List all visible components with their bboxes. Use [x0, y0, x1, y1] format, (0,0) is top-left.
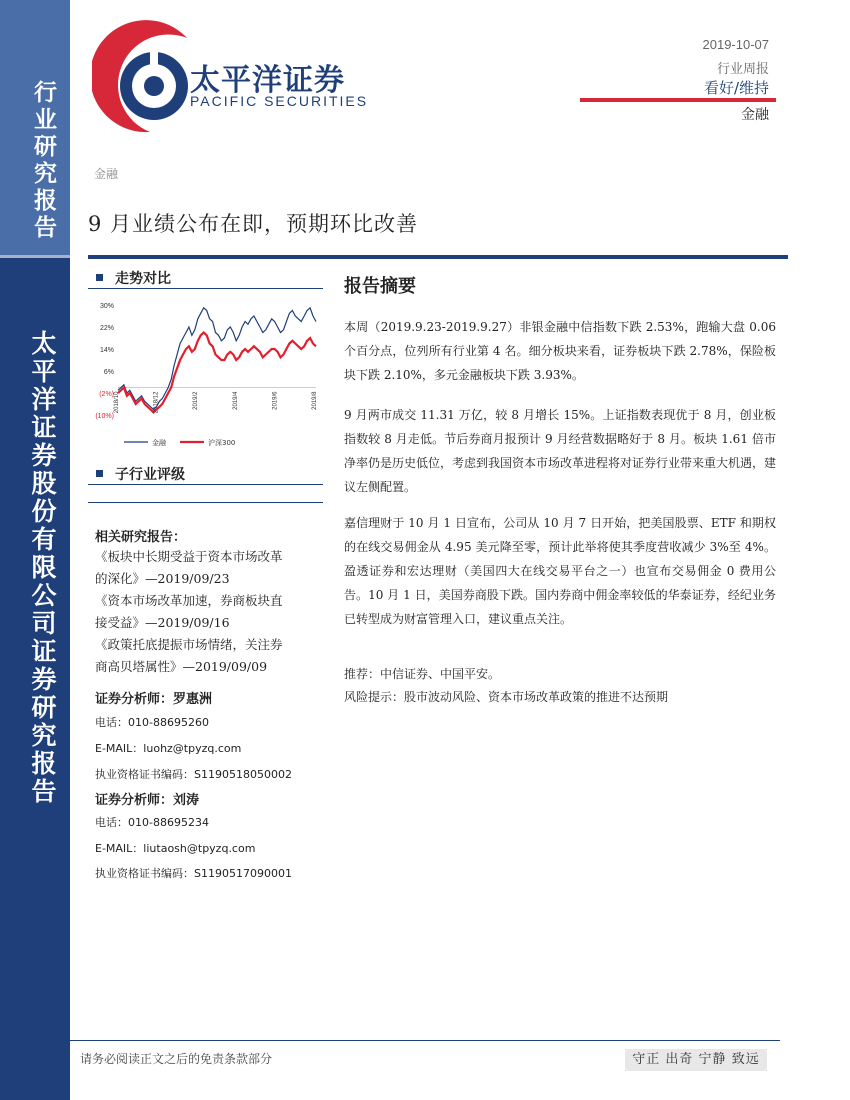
trend-section-heading	[96, 268, 171, 288]
legend-label-1: 金融	[152, 439, 166, 447]
risk-warning: 风险提示：股市波动风险、资本市场改革政策的推进不达预期	[344, 690, 669, 704]
analyst-cert: 执业资格证书编码：S1190518050002	[95, 768, 292, 781]
subsector-heading-rule	[88, 484, 323, 485]
series-line-2	[118, 333, 316, 413]
header-sector: 金融	[741, 107, 769, 123]
abstract-paragraph: 9 月两市成交 11.31 万亿，较 8 月增长 15%。上证指数表现优于 8 月，创业板指数较 8 月走低。节后券商月报预计 9 月经营数据略好于 8 月。板块 1.61 倍市净率仍是历史低位，考虑到我国资本市场改革进程将对证券行业带来重大机遇，建议左侧配置。	[344, 408, 777, 494]
analyst-name: 证券分析师：刘涛	[95, 793, 200, 808]
related-report-line: 《政策托底提振市场情绪，关注券	[95, 637, 283, 652]
y-tick-label: (10%)	[95, 413, 114, 420]
related-reports-list	[95, 546, 325, 678]
recommendation: 推荐：中信证券、中国平安。	[344, 667, 501, 681]
logo-chinese-name: 太平洋证券	[190, 63, 345, 98]
sidebar-company-label: 太平洋证券股份有限公司证券研究报告	[28, 330, 57, 806]
subsector-bottom-rule	[88, 502, 323, 503]
analyst-cert: 执业资格证书编码：S1190517090001	[95, 867, 292, 880]
y-tick-label: 14%	[99, 347, 114, 354]
company-logo-icon	[92, 20, 204, 138]
related-report-line: 商高贝塔属性》—2019/09/09	[95, 659, 268, 674]
trend-chart	[88, 295, 323, 455]
trend-heading-rule	[88, 288, 323, 289]
square-bullet-icon	[96, 470, 103, 477]
sector-label: 金融	[94, 167, 119, 181]
x-tick-label: 2018/10	[114, 391, 120, 414]
related-reports-heading: 相关研究报告：	[95, 530, 187, 545]
footer-motto: 守正 出奇 宁静 致远	[625, 1049, 767, 1071]
title-divider	[88, 255, 788, 259]
footer-disclaimer: 请务必阅读正文之后的免责条款部分	[80, 1052, 273, 1066]
abstract-heading: 报告摘要	[344, 276, 416, 297]
analyst-name: 证券分析师：罗惠洲	[95, 692, 213, 707]
report-type: 行业周报	[716, 62, 769, 77]
related-report-line: 的深化》—2019/09/23	[95, 571, 230, 586]
footer-rule	[70, 1040, 780, 1041]
related-report-line: 接受益》—2019/09/16	[95, 615, 230, 630]
y-tick-label: 6%	[103, 369, 114, 376]
report-date: 2019-10-07	[702, 37, 769, 52]
legend-label-2: 沪深300	[208, 439, 236, 447]
x-tick-label: 2019/8	[312, 391, 318, 410]
y-tick-label: 22%	[99, 325, 114, 332]
page-title: 9 月业绩公布在即，预期环比改善	[88, 212, 419, 236]
related-report-line: 《资本市场改革加速，券商板块直	[95, 593, 283, 608]
abstract-paragraph: 本周（2019.9.23-2019.9.27）非银金融中信指数下跌 2.53%，跑输大盘 0.06 个百分点，位列所有行业第 4 名。细分板块来看，证券板块下跌 2.78%，保险板块下跌 2.10%，多元金融板块下跌 3.93%。	[344, 320, 776, 382]
x-tick-label: 2019/4	[232, 391, 239, 410]
analyst-email[interactable]: E-MAIL：luohz@tpyzq.com	[95, 742, 242, 755]
x-tick-label: 2019/6	[272, 391, 279, 410]
y-tick-label: (2%)	[99, 391, 114, 398]
analyst-email[interactable]: E-MAIL：liutaosh@tpyzq.com	[95, 842, 256, 855]
abstract-paragraph: 嘉信理财于 10 月 1 日宣布，公司从 10 月 7 日开始，把美国股票、ETF 和期权的在线交易佣金从 4.95 美元降至零，预计此举将使其季度营收减少 3%至 4%。盈透证券和宏达理财（美国四大在线交易平台之一）也宣布交易佣金 0 费用公告。10 月 1 日，美国券商股下跌。国内券商中佣金率较低的华泰证券，经纪业务已转型成为财富管理入口，建议重点关注。	[344, 516, 776, 626]
trend-heading-text: 走势对比	[115, 271, 171, 287]
header-accent-line	[580, 98, 776, 102]
sidebar-report-category: 行业研究报告	[30, 80, 57, 242]
analyst-phone: 电话：010-88695260	[95, 716, 209, 729]
sidebar-divider	[0, 255, 70, 258]
subsector-heading-text: 子行业评级	[115, 467, 185, 483]
subsector-section-heading	[96, 464, 185, 484]
industry-rating: 看好/维持	[703, 79, 769, 97]
x-tick-label: 2019/2	[193, 391, 200, 410]
square-bullet-icon	[96, 274, 103, 281]
related-report-line: 《板块中长期受益于资本市场改革	[95, 549, 283, 564]
y-tick-label: 30%	[99, 303, 114, 310]
logo-english-name: PACIFIC SECURITIES	[190, 93, 369, 109]
analyst-phone: 电话：010-88695234	[95, 816, 209, 829]
x-tick-label: 2018/12	[153, 391, 160, 414]
series-line-1	[118, 308, 316, 410]
